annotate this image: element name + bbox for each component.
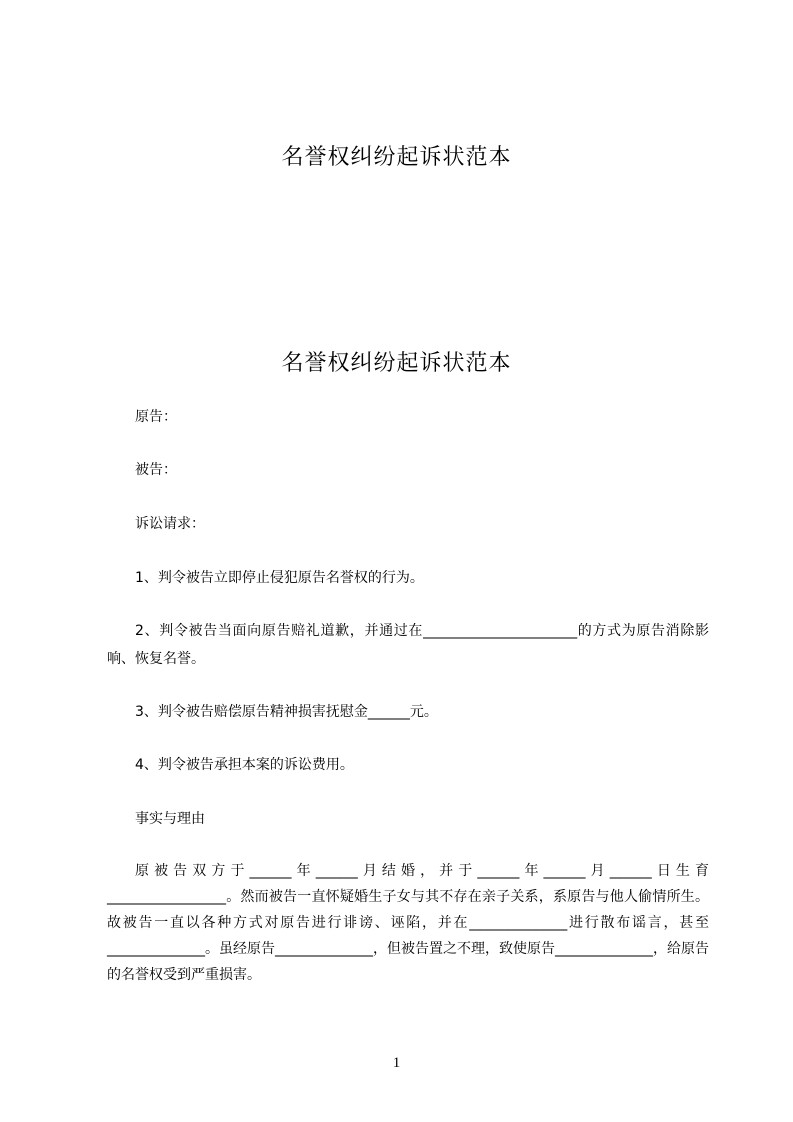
claims-label: 诉讼请求： xyxy=(135,516,205,532)
page-number: 1 xyxy=(392,1055,401,1071)
claim-item-3: 3、判令被告赔偿原告精神损害抚慰金______元。 xyxy=(135,704,438,720)
facts-heading: 事实与理由 xyxy=(135,811,205,827)
defendant-label: 被告： xyxy=(135,462,177,478)
claim-item-2: 2、判令被告当面向原告赔礼道歉，并通过在______________________的方式为原告消除影响、恢复名誉。 xyxy=(107,623,709,667)
plaintiff-label: 原告： xyxy=(135,409,177,425)
cover-title: 名誉权纠纷起诉状范本 xyxy=(281,145,512,170)
document-title: 名誉权纠纷起诉状范本 xyxy=(281,351,512,376)
claim-item-1: 1、判令被告立即停止侵犯原告名誉权的行为。 xyxy=(135,570,424,586)
claim-item-4: 4、判令被告承担本案的诉讼费用。 xyxy=(135,757,354,773)
facts-body: 原被告双方于______年______月结婚，并于______年______月______日生育_________________。然而被告一直怀疑婚生子女与其不存在亲子关系，系原告与他人偷情所生。故被告一直以各种方式对原告进行诽谤、诬陷，并在______________进行散布谣言，甚至______________。虽经原告______________，但被告置之不理，致使原告______________，给原告的名誉权受到严重损害。 xyxy=(107,863,709,983)
